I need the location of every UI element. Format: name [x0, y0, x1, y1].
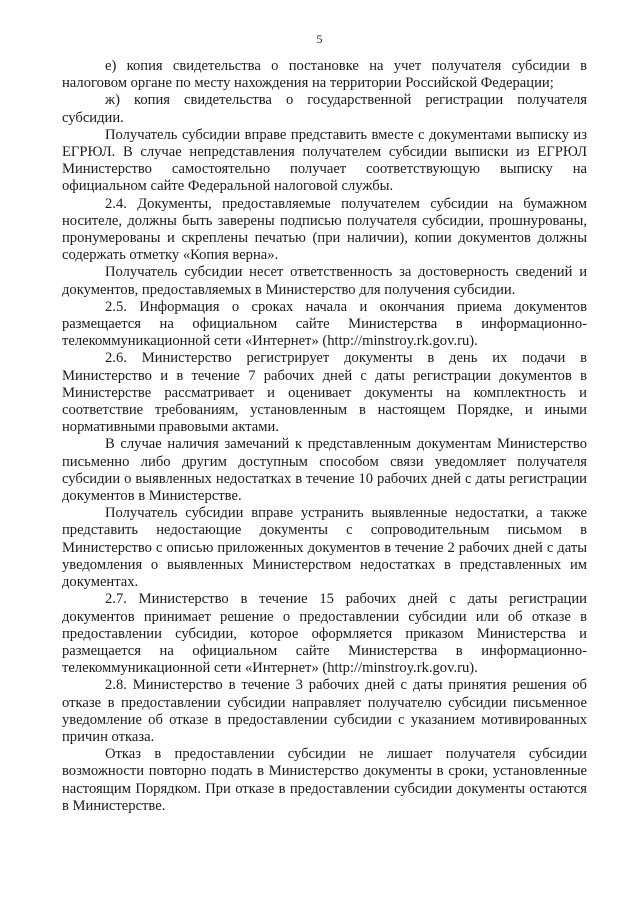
paragraph-2-5: 2.5. Информация о сроках начала и окончания приема документов размещается на официальном сайте Министерства в информационно-телекоммуникационной сети «Интернет» (http://minstroy.rk.gov.ru).	[62, 298, 587, 350]
paragraph-2-4: 2.4. Документы, предоставляемые получателем субсидии на бумажном носителе, должны быть заверены подписью получателя субсидии, прошнурованы, пронумерованы и скреплены печатью (при наличии), копии документов должны содержать отметку «Копия верна».	[62, 195, 587, 264]
paragraph-fix-shortcomings: Получатель субсидии вправе устранить выявленные недостатки, а также представить недостающие документы с сопроводительным письмом в Министерство с описью приложенных документов в течение 2 рабочих дней с даты уведомления о выявленных Министерством недостатках в представленных им документах.	[62, 505, 587, 591]
paragraph-item-zh: ж) копия свидетельства о государственной регистрации получателя субсидии.	[62, 92, 587, 126]
paragraph-responsibility: Получатель субсидии несет ответственность за достоверность сведений и документов, предоставляемых в Министерство для получения субсидии.	[62, 264, 587, 298]
paragraph-2-8: 2.8. Министерство в течение 3 рабочих дней с даты принятия решения об отказе в предоставлении субсидии направляет получателю субсидии письменное уведомление об отказе в предоставлении субсидии с указанием мотивированных причин отказа.	[62, 677, 587, 745]
document-body	[62, 58, 587, 815]
paragraph-refusal: Отказ в предоставлении субсидии не лишает получателя субсидии возможности повторно подать в Министерство документы в сроки, установленные настоящим Порядком. При отказе в предоставлении субсидии документы остаются в Министерстве.	[62, 746, 587, 814]
paragraph-2-7: 2.7. Министерство в течение 15 рабочих дней с даты регистрации документов принимает решение о предоставлении субсидии или об отказе в предоставлении субсидии, которое оформляется приказом Министерства и размещается на официальном сайте Министерства в информационно-телекоммуникационной сети «Интернет» (http://minstroy.rk.gov.ru).	[62, 591, 587, 677]
paragraph-remarks: В случае наличия замечаний к представленным документам Министерство письменно либо другим доступным способом связи уведомляет получателя субсидии о выявленных недостатках в течение 10 рабочих дней с даты регистрации документов в Министерстве.	[62, 436, 587, 505]
paragraph-egrul-extract: Получатель субсидии вправе представить вместе с документами выписку из ЕГРЮЛ. В случае непредставления получателем субсидии выписки из ЕГРЮЛ Министерство самостоятельно получает соответствующую выписку на официальном сайте Федеральной налоговой службы.	[62, 126, 587, 195]
page-number: 5	[316, 32, 323, 46]
paragraph-2-6: 2.6. Министерство регистрирует документы в день их подачи в Министерство и в течение 7 рабочих дней с даты регистрации документов в Министерстве рассматривает и оценивает документы на комплектность и соответствие требованиям, установленным в настоящем Порядке, и иными нормативными правовыми актами.	[62, 350, 587, 436]
paragraph-item-e: е) копия свидетельства о постановке на учет получателя субсидии в налоговом органе по месту нахождения на территории Российской Федерации;	[62, 58, 587, 92]
